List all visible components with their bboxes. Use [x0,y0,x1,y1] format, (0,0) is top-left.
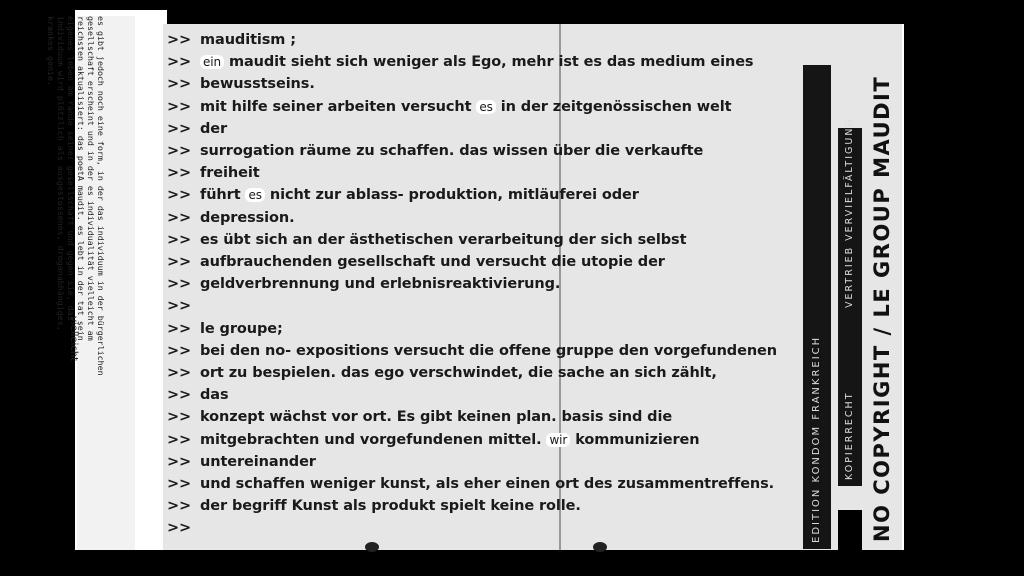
prompt-marker: >> [167,365,192,381]
prompt-marker: >> [167,187,192,204]
text-line [167,143,703,165]
line-text: depression. [200,209,295,226]
line-text: untereinander [200,453,316,470]
prompt-marker: >> [167,209,192,226]
black-block [838,510,862,550]
text-line [167,387,229,409]
line-text: nicht zur ablass- produktion, mitläuferei oder [264,187,639,204]
prompt-marker: >> [167,342,192,359]
handwritten-stamp [870,75,906,556]
typewriter-line: gesellschaft erscheint und in der es individualität vielleicht am [86,16,96,341]
text-line [167,165,260,187]
text-line [167,365,717,387]
line-text: bei den no- expositions versucht die offene gruppe den vorgefundenen [200,342,778,359]
line-text: bewusstseins. [200,76,315,93]
no-copyright-text: NO COPYRIGHT / LE GROUP MAUDIT [870,75,894,542]
vertical-label-column-3 [838,316,862,486]
prompt-marker: >> [167,143,192,159]
vertical-label-edition: EDITION KONDOM FRANKREICH [811,335,822,543]
prompt-marker: >> [167,520,192,537]
prompt-marker: >> [167,298,192,315]
line-text: mauditism ; [200,32,296,48]
vertical-label-distribution: VERTRIEB VERVIELFÄLTIGUNG [844,117,855,308]
prompt-marker: >> [167,498,192,515]
prompt-marker: >> [167,320,192,337]
prompt-marker: >> [167,231,192,248]
text-line [167,298,200,320]
line-text: das [200,387,229,404]
text-line [167,187,639,209]
handwritten-insert: wir [546,433,570,447]
text-line [167,498,581,520]
typewriter-line: es gibt jedoch noch eine form, in der das individuum in der bürgerlichen [96,16,106,376]
typewriter-line: individuum wird plötzlich als ausgestossenes, droganabhängiges, [56,16,66,331]
text-line [167,32,296,54]
text-line [167,254,665,276]
line-text: konzept wächst vor ort. Es gibt keinen plan. basis sind die [200,409,673,426]
text-line [167,276,560,298]
punch-hole [365,542,379,552]
typewriter-line: reichsten aktualisiert: das poetA maudit. es lebt in der tat sein [76,16,86,341]
handwritten-insert: ein [200,55,224,69]
prompt-marker: >> [167,76,192,93]
left-typewriter-strip [46,16,135,550]
text-line [167,54,753,76]
line-text: es übt sich an der ästhetischen verarbeitung der sich selbst [200,231,687,248]
prompt-marker: >> [167,409,192,426]
line-text: führt [200,187,246,204]
typewriter-line: krankes genie. [46,16,56,86]
line-text: in der zeitgenössischen welt [495,98,732,115]
text-line [167,409,672,431]
prompt-marker: >> [167,387,192,404]
text-line [167,454,316,476]
line-text: und schaffen weniger kunst, als eher einen ort des zusammentreffens. [200,476,775,492]
text-line [167,76,315,98]
line-text: mit hilfe seiner arbeiten versucht [200,98,477,115]
prompt-marker: >> [167,98,192,115]
line-text: geldverbrennung und erlebnisreaktivierung. [200,276,561,293]
vertical-label-column [803,65,831,549]
prompt-marker: >> [167,54,192,71]
handwritten-insert: es [476,100,495,114]
line-text: ort zu bespielen. das ego verschwindet, die sache an sich zählt, [200,365,717,381]
prompt-marker: >> [167,453,192,470]
line-text: le groupe; [200,320,283,337]
scanned-document [46,10,904,550]
text-line [167,520,200,542]
text-line [167,210,295,232]
prompt-marker: >> [167,476,192,492]
prompt-marker: >> [167,254,192,270]
prompt-marker: >> [167,431,192,448]
line-text: freiheit [200,165,260,182]
text-line [167,476,774,498]
line-text: mitgebrachten und vorgefundenen mittel. [200,431,547,448]
text-line [167,432,700,454]
vertical-label-copyright: KOPIERRECHT [844,391,855,480]
text-line [167,232,686,254]
handwritten-insert: es [245,188,264,202]
top-black-band [167,10,904,24]
line-text: der [200,120,228,137]
prompt-marker: >> [167,276,192,293]
text-line [167,121,227,143]
line-text: der begriff Kunst als produkt spielt keine rolle. [200,498,581,515]
typewriter-line: eigenes leben am rande seiner gesellschaft und gegen sie, das [66,16,76,321]
line-text: maudit sieht sich weniger als Ego, mehr ist es das medium eines [224,54,754,71]
handwritten-note: vielleicht [68,316,79,362]
text-line [167,321,283,343]
line-text: kommunizieren [570,431,700,448]
prompt-marker: >> [167,165,192,182]
text-line [167,99,732,121]
punch-hole [593,542,607,552]
text-line [167,343,777,365]
prompt-marker: >> [167,32,192,48]
prompt-marker: >> [167,120,192,137]
line-text: surrogation räume zu schaffen. das wissen über die verkaufte [200,143,704,159]
line-text: aufbrauchenden gesellschaft und versucht die utopie der [200,254,665,270]
